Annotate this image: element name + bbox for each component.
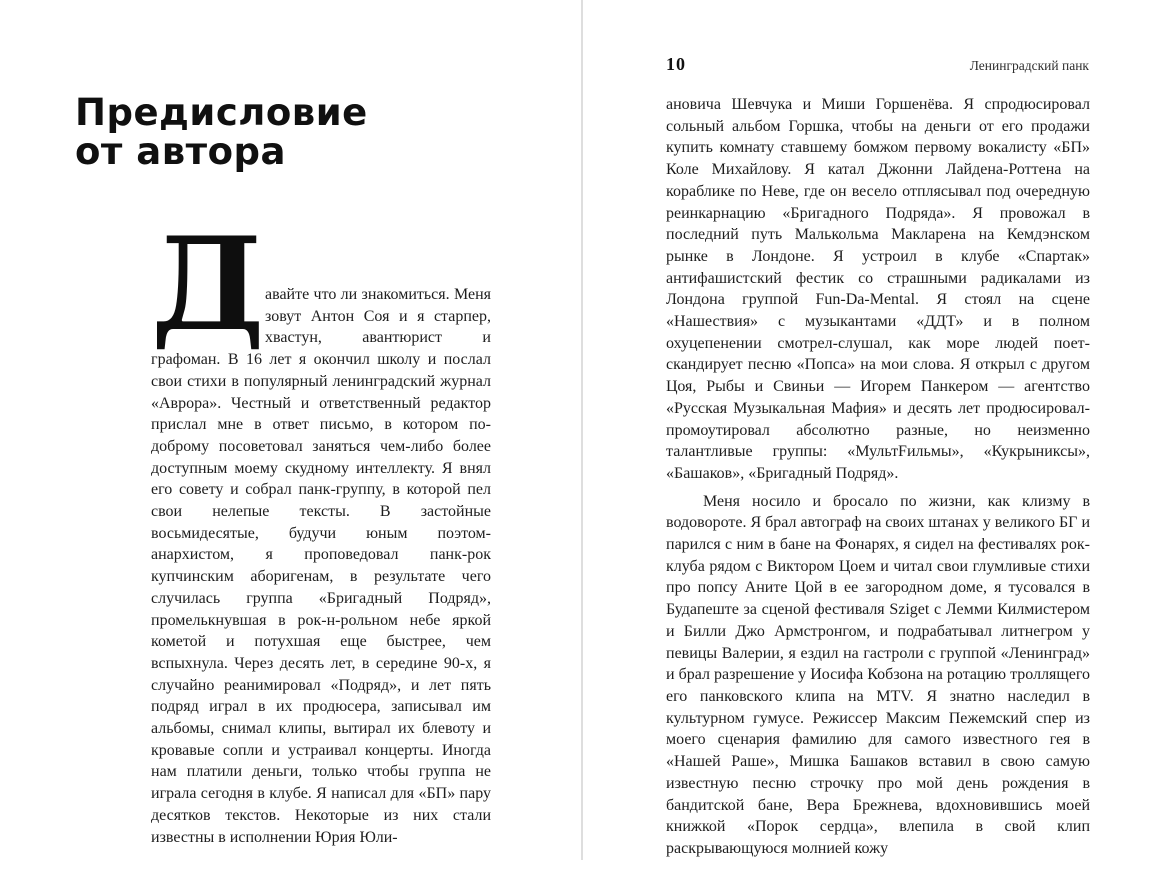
- chapter-title-line1: Предисловие: [75, 91, 368, 134]
- page-divider: [581, 0, 583, 860]
- left-page-paragraph: [151, 210, 491, 848]
- right-page-paragraph-2: Меня носило и бросало по жизни, как клизму в водовороте. Я брал автограф на своих штанах у великого БГ и парился с ним в бане на Фонарях, я сидел на фестивалях рок-клуба рядом с Виктором Цоем и читал свои глумливые стихи про попсу Аните Цой в ее загородном доме, я тусовался в Будапеште за сценой фестиваля Sziget с Лемми Килмистером и Билли Джо Армстронгом, и подрабатывал литнегром у певицы Валерии, я ездил на гастроли с группой «Ленинград» и брал разрешение у Иосифа Кобзона на ротацию троллящего его панковского клипа на MTV. Я знатно наследил в культурном гумусе. Режиссер Максим Пежемский спер из моего сценария фамилию для самого известного гея в «Нашей Раше», Мишка Башаков вставил в свою самую известную песню строчку про мой день рождения в бандитской бане, Вера Брежнева, вдохновившись моей книжкой «Порок сердца», влепила в свой клип раскрывающуюся молнией кожу: [666, 492, 1090, 857]
- right-page-text-column: [666, 94, 1090, 860]
- page-number: 10: [666, 54, 686, 74]
- right-page-paragraph-1: ановича Шевчука и Миши Горшенёва. Я спродюсировал сольный альбом Горшка, чтобы на деньги от его продажи купить комнату ставшему бомжом первому вокалисту «БП» Коле Михайлову. Я катал Джонни Лайдена-Роттена на кораблике по Неве, где он весело отплясывал под очередную реинкарнацию «Бригадного Подряда». Я провожал в последний путь Малькольма Макларена на Кемдэнском рынке в Лондоне. Я устроил в клубе «Спартак» антифашистский фестик со страшными радикалами из Лондона группой Fun-Da-Mental. Я стоял на сцене «Нашествия» с музыкантами «ДДТ» и в полном охуцепенении смотрел-слушал, как море людей поет-скандирует песню «Попса» на мои слова. Я открыл с другом Цоя, Рыбы и Свиньи — Игорем Панкером — агентство «Русская Музыкальная Мафия» и десять лет продюсировал-промоутировал абсолютно разные, но неизменно талантливые группы: «МультFильмы», «Кукрыниксы», «Башаков», «Бригадный Подряд».: [666, 96, 1090, 482]
- drop-cap: Д: [151, 210, 265, 360]
- running-title: Ленинградский панк: [969, 58, 1089, 73]
- left-paragraph-text: авайте что ли знакомиться. Меня зовут Антон Соя и я старпер, хвастун, авантюрист и графоман. В 16 лет я окончил школу и послал свои стихи в популярный ленинградский журнал «Аврора». Честный и ответственный редактор прислал мне в ответ письмо, в котором по-доброму посоветовал заняться чем-либо более доступным моему скудному интеллекту. Я внял его совету и собрал панк-группу, в которой пел свои нелепые тексты. В застойные восьмидесятые, будучи юным поэтом-анархистом, я проповедовал панк-рок купчинским аборигенам, в результате чего случилась группа «Бригадный Подряд», промелькнувшая в рок-н-рольном небе яркой кометой и потухшая еще быстрее, чем вспыхнула. Через десять лет, в середине 90-х, я случайно реанимировал «Подряд», и лет пять подряд играл в их продюсера, записывал им альбомы, снимал клипы, вытирал их блевоту и кровавые сопли и устраивал концерты. Иногда нам платили деньги, только чтобы группа не играла сегодня в клубе. Я написал для «БП» пару десятков текстов. Некоторые из них стали известны в исполнении Юрия Юли-: [151, 286, 491, 846]
- page-header: [666, 54, 1089, 75]
- chapter-title: [75, 93, 368, 171]
- left-page-text-column: [151, 210, 491, 848]
- chapter-title-line2: от автора: [75, 130, 286, 173]
